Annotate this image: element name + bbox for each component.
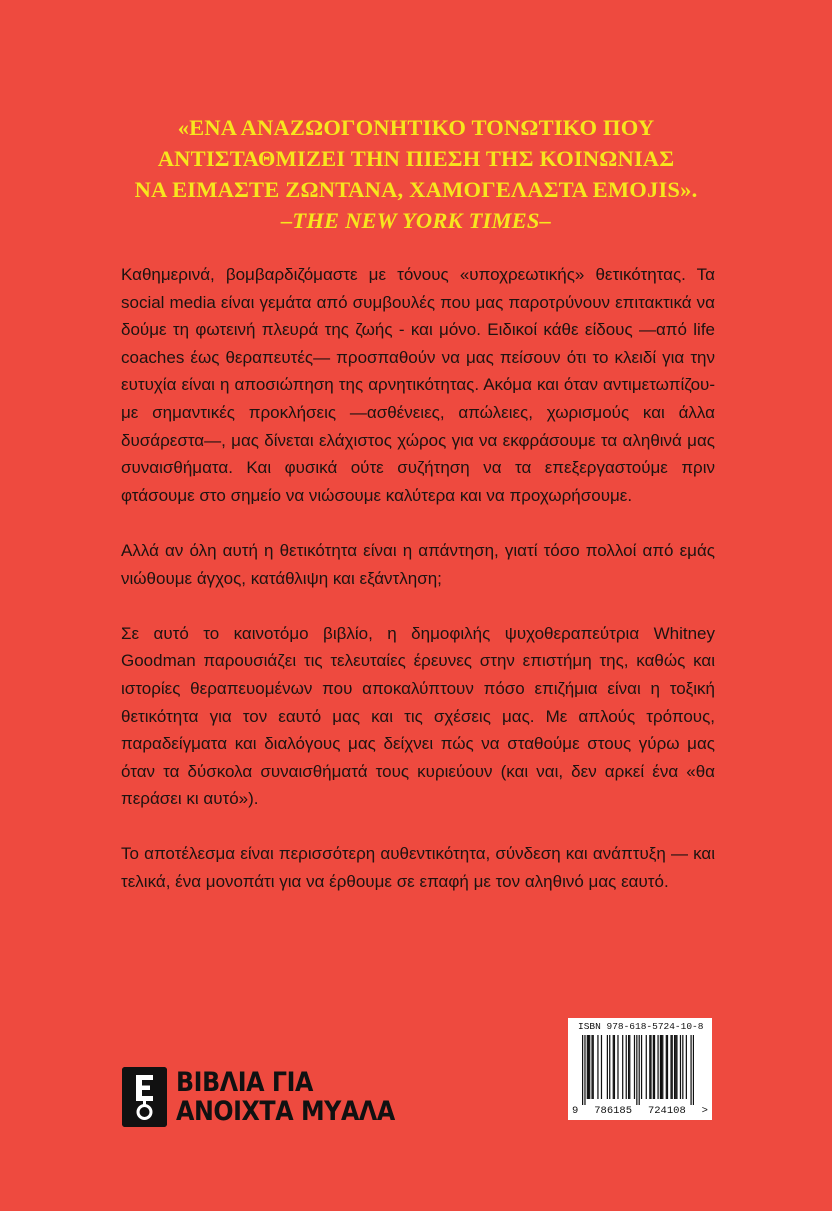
barcode-bar xyxy=(626,1035,627,1099)
blurb-paragraph-3: Σε αυτό το καινοτόμο βιβλίο, η δημοφιλής ψυχοθεραπεύτρια Whitney Goodman παρουσιάζει τις τελευταίες έρευνες στην επιστήμη της, καθώς και ιστορίες θεραπευομένων που αποκαλύπτουν πόσο επιζήμια είναι η τοξική θετικότητα για τον εαυτό μας και τις σχέσεις μας. Με απλούς τρόπους, παραδείγματα και διαλόγους μας δείχνει πώς να σταθούμε στους γύρω μας όταν τα δύσκολα συναισθήματά τους κυριεύουν (και ναι, δεν αρκεί ένα «θα περάσει κι αυτό»). xyxy=(121,623,715,809)
isbn-barcode xyxy=(568,1018,712,1120)
barcode-bar xyxy=(676,1035,677,1099)
barcode-bar xyxy=(650,1035,651,1099)
barcode-bar xyxy=(660,1035,661,1099)
barcode-bar xyxy=(672,1035,673,1099)
barcode-bar xyxy=(653,1035,654,1099)
barcode-bar xyxy=(622,1035,623,1099)
barcode-bar xyxy=(686,1035,687,1099)
quote-attribution: –THE NEW YORK TIMES– xyxy=(280,208,552,233)
barcode-bar xyxy=(601,1035,602,1099)
barcode-digit-group-1: 786185 xyxy=(594,1105,633,1117)
barcode-digit-group-2: 724108 xyxy=(647,1105,686,1117)
barcode-bar xyxy=(588,1035,589,1099)
barcode-bar xyxy=(636,1035,637,1105)
barcode-bar xyxy=(613,1035,614,1099)
barcode-digit-end: > xyxy=(701,1105,708,1117)
publisher-name-line-1: ΒΙΒΛΙΑ ΓΙΑ xyxy=(176,1067,313,1098)
isbn-label: ISBN 978-618-5724-10-8 xyxy=(578,1021,704,1032)
barcode-bar xyxy=(597,1035,598,1099)
blurb-paragraph-4: Το αποτέλεσμα είναι περισσότερη αυθεντικότητα, σύνδεση και ανάπτυξη — και τελικά, ένα μονοπάτι για να έρθουμε σε επαφή με τον αληθινό μας εαυτό. xyxy=(121,844,715,892)
barcode-bar xyxy=(634,1035,635,1099)
barcode-bar xyxy=(591,1035,592,1099)
keyhole-e-logo-icon xyxy=(122,1067,167,1127)
publisher-logo xyxy=(122,1067,425,1127)
barcode-digits xyxy=(572,1105,708,1117)
barcode-bar xyxy=(646,1035,647,1099)
barcode-bar xyxy=(649,1035,650,1099)
blurb-body xyxy=(121,261,715,923)
review-quote xyxy=(60,112,772,236)
barcode-bar xyxy=(617,1035,618,1099)
barcode-bar xyxy=(661,1035,662,1099)
blurb-paragraph-1: Καθημερινά, βομβαρδιζόμαστε με τόνους «υποχρεωτικής» θετικότητας. Τα social media είναι γεμάτα από συμβουλές που μας παροτρύνουν επιτακτικά να δούμε τη φωτεινή πλευρά της ζωής - και μόνο. Ειδικοί κάθε είδους —από life coaches έως θεραπευτές— προσπαθούν να μας πείσουν ότι το κλειδί για την ευτυχία είναι η αποσιώπηση της αρνητικότητας. Ακόμα και όταν αντιμετωπίζουμε σημαντικές προκλήσεις —ασθένειες, απώλειες, χωρισμούς και άλλα δυσάρεστα—, μας δίνεται ελάχιστος χώρος για να εκφράσουμε τα αληθινά μας συναισθήματα. Και φυσικά ούτε συζήτηση να τα επεξεργαστούμε πριν φτάσουμε στο σημείο να νιώσουμε καλύτερα και να προχωρήσουμε. xyxy=(121,265,715,505)
barcode-bar xyxy=(641,1035,642,1099)
barcode-bar xyxy=(614,1035,615,1099)
barcode-bar xyxy=(582,1035,583,1105)
barcode-bar xyxy=(654,1035,655,1099)
barcode-bar xyxy=(674,1035,675,1099)
barcode-bar xyxy=(682,1035,683,1099)
barcode-bar xyxy=(662,1035,663,1099)
quote-line-2: ΑΝΤΙΣΤΑΘΜΙΖΕΙ ΤΗΝ ΠΙΕΣΗ ΤΗΣ ΚΟΙΝΩΝΙΑΣ xyxy=(157,146,675,171)
barcode-bar xyxy=(593,1035,594,1099)
publisher-name xyxy=(176,1068,395,1126)
barcode-bar xyxy=(629,1035,630,1099)
barcode-bar xyxy=(670,1035,671,1099)
barcode-digit-first: 9 xyxy=(572,1105,579,1117)
barcode-bar xyxy=(587,1035,588,1099)
barcode-bar xyxy=(690,1035,691,1105)
barcode-bar xyxy=(628,1035,629,1099)
barcode-bar xyxy=(693,1035,694,1105)
barcode-bar xyxy=(675,1035,676,1099)
barcode-bar xyxy=(639,1035,640,1105)
barcode-bar xyxy=(589,1035,590,1099)
publisher-name-line-2: ΑΝΟΙΧΤΑ ΜΥΑΛΑ xyxy=(176,1096,395,1127)
barcode-bar xyxy=(609,1035,610,1099)
barcode-bar xyxy=(657,1035,658,1099)
barcode-bar xyxy=(680,1035,681,1099)
quote-line-3: ΝΑ ΕΙΜΑΣΤΕ ΖΩΝΤΑΝΑ, ΧΑΜΟΓΕΛΑΣΤΑ EMOJIS». xyxy=(134,177,698,202)
blurb-paragraph-2: Αλλά αν όλη αυτή η θετικότητα είναι η απάντηση, γιατί τόσο πολλοί από εμάς νιώθουμε άγχος, κατάθλιψη και εξάντληση; xyxy=(121,540,715,588)
barcode-bar xyxy=(666,1035,667,1099)
barcode-bar xyxy=(584,1035,585,1105)
barcode-bar xyxy=(607,1035,608,1099)
barcode-bar xyxy=(667,1035,668,1099)
barcode-bars xyxy=(582,1035,694,1105)
quote-line-1: «ΕΝΑ ΑΝΑΖΩΟΓΟΝΗΤΙΚΟ ΤΟΝΩΤΙΚΟ ΠΟΥ xyxy=(177,115,655,140)
